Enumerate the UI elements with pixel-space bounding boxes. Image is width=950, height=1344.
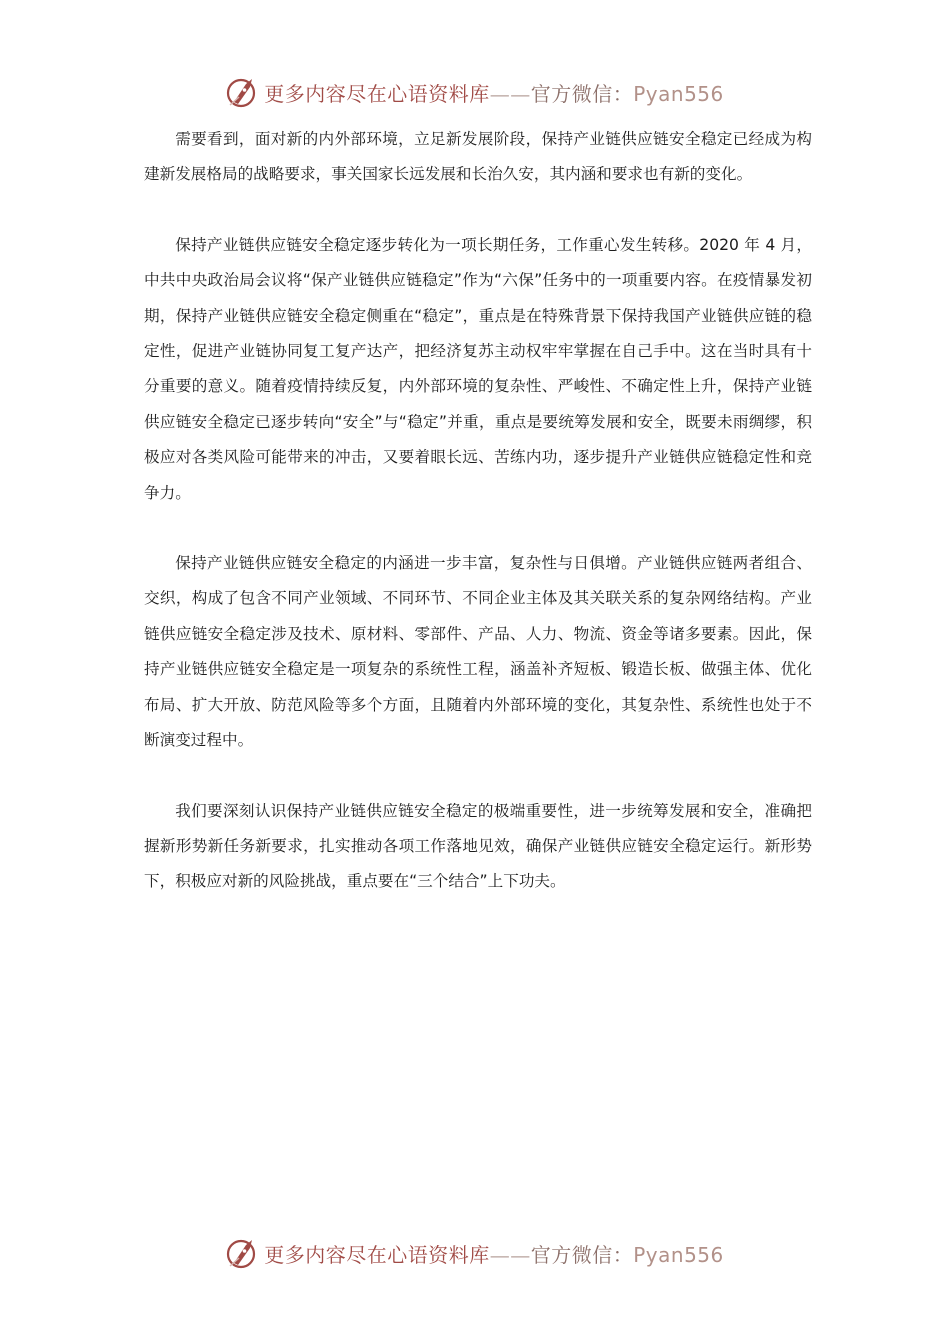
paragraph-1: 需要看到，面对新的内外部环境，立足新发展阶段，保持产业链供应链安全稳定已经成为构建新发展格局的战略要求，事关国家长远发展和长治久安，其内涵和要求也有新的变化。 [144, 130, 812, 184]
banner-text [264, 78, 724, 107]
banner-text [264, 1239, 724, 1268]
paragraph-2: 保持产业链供应链安全稳定逐步转化为一项长期任务，工作重心发生转移。2020 年 4 月，中共中央政治局会议将“保产业链供应链稳定”作为“六保”任务中的一项重要内容。在疫情暴发初期，保持产业链供应链安全稳定侧重在“稳定”，重点是在特殊背景下保持我国产业链供应链的稳定性，促进产业链协同复工复产达产，把经济复苏主动权牢牢掌握在自己手中。这在当时具有十分重要的意义。随着疫情持续反复，内外部环境的复杂性、严峻性、不确定性上升，保持产业链供应链安全稳定已逐步转向“安全”与“稳定”并重，重点是要统筹发展和安全，既要未雨绸缪，积极应对各类风险可能带来的冲击，又要着眼长远、苦练内功，逐步提升产业链供应链稳定性和竞争力。 [144, 235, 812, 502]
banner-wechat-id: Pyan556 [633, 1242, 724, 1267]
pen-nib-logo-icon [226, 75, 260, 109]
paragraph-4: 我们要深刻认识保持产业链供应链安全稳定的极端重要性，进一步统筹发展和安全，准确把握新形势新任务新要求，扎实推动各项工作落地见效，确保产业链供应链安全稳定运行。新形势下，积极应对新的风险挑战，重点要在“三个结合”上下功夫。 [144, 801, 812, 891]
banner-wechat-label: 官方微信： [530, 81, 634, 106]
banner-dash: —— [489, 81, 531, 106]
banner-brand-text: 更多内容尽在心语资料库 [264, 1242, 490, 1267]
pen-nib-logo-icon [226, 1236, 260, 1270]
banner-brand-text: 更多内容尽在心语资料库 [264, 81, 490, 106]
banner-wechat-label: 官方微信： [530, 1242, 634, 1267]
banner-wechat-id: Pyan556 [633, 81, 724, 106]
banner-dash: —— [489, 1242, 531, 1267]
header-banner [0, 70, 950, 114]
document-body [144, 122, 812, 935]
footer-banner [0, 1231, 950, 1275]
paragraph-3: 保持产业链供应链安全稳定的内涵进一步丰富，复杂性与日俱增。产业链供应链两者组合、交织，构成了包含不同产业领域、不同环节、不同企业主体及其关联关系的复杂网络结构。产业链供应链安全稳定涉及技术、原材料、零部件、产品、人力、物流、资金等诸多要素。因此，保持产业链供应链安全稳定是一项复杂的系统性工程，涵盖补齐短板、锻造长板、做强主体、优化布局、扩大开放、防范风险等多个方面，且随着内外部环境的变化，其复杂性、系统性也处于不断演变过程中。 [144, 554, 812, 750]
